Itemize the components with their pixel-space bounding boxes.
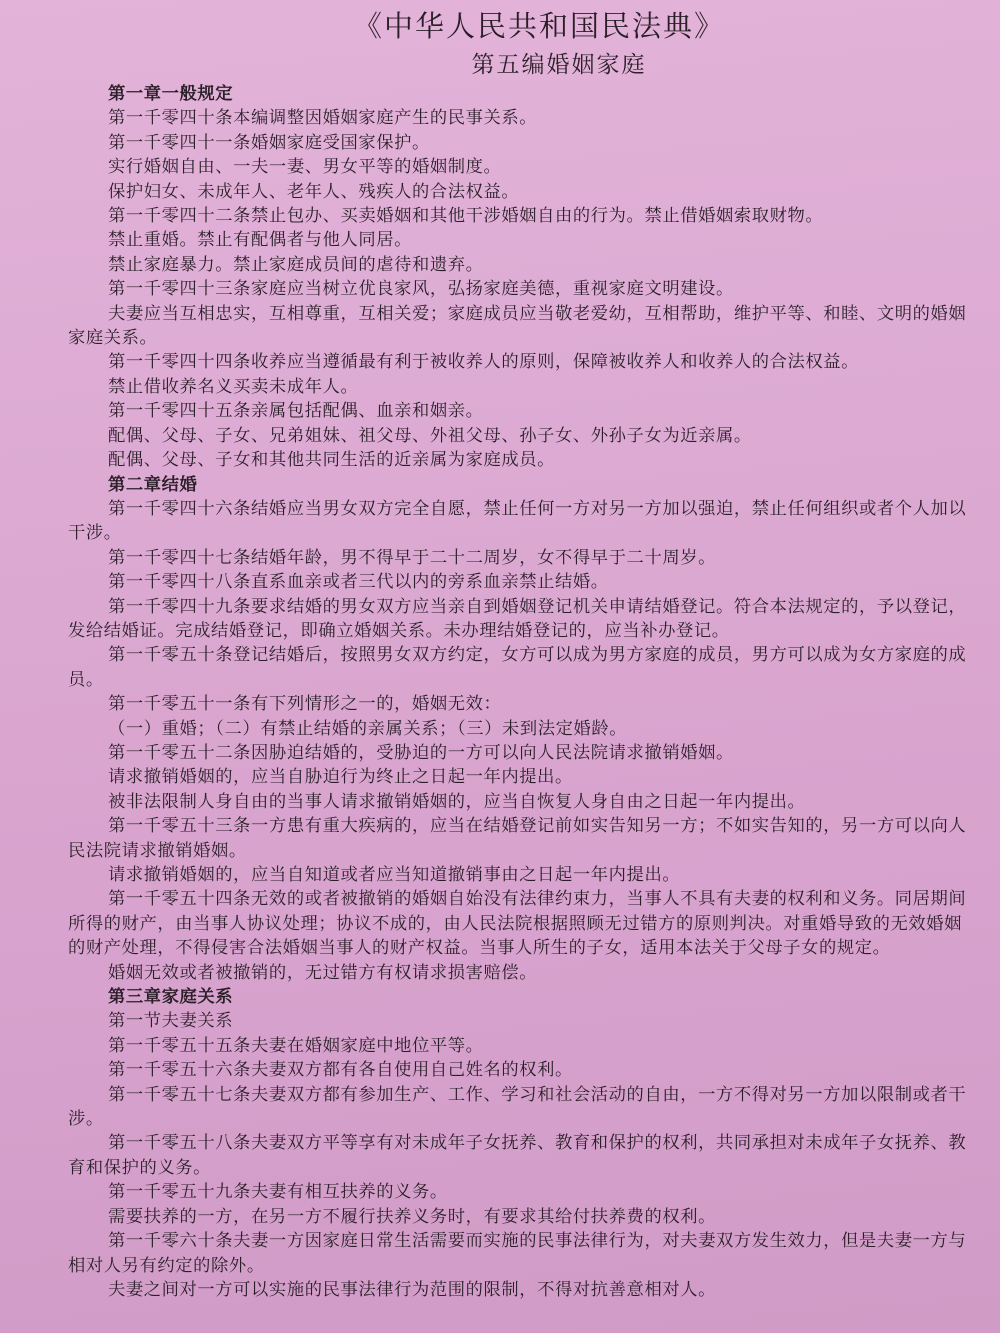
article-line: 第一千零五十五条夫妻在婚姻家庭中地位平等。 [108,1035,484,1056]
article-line: 第一千零五十六条夫妻双方都有各自使用自己姓名的权利。 [108,1060,573,1081]
article-paragraph: 第一千零五十三条一方患有重大疾病的，应当在结婚登记前如实告知另一方；不如实告知的，另一方可以向人民法院请求撤销婚姻。 [68,816,967,861]
article-line: 夫妻之间对一方可以实施的民事法律行为范围的限制，不得对抗善意相对人。 [108,1279,716,1300]
part-title: 第五编婚姻家庭 [471,52,647,78]
article-line: 第一千零五十二条因胁迫结婚的，受胁迫的一方可以向人民法院请求撤销婚姻。 [108,742,734,763]
article-line: 实行婚姻自由、一夫一妻、男女平等的婚姻制度。 [108,157,502,178]
article-line: 禁止借收养名义买卖未成年人。 [108,376,359,397]
article-line: 请求撤销婚姻的，应当自胁迫行为终止之日起一年内提出。 [108,767,573,788]
article-paragraph: 夫妻应当互相忠实，互相尊重，互相关爱；家庭成员应当敬老爱幼，互相帮助，维护平等、和睦、文明的婚姻家庭关系。 [68,303,967,349]
article-line: 保护妇女、未成年人、老年人、残疾人的合法权益。 [108,181,520,202]
article-line: 需要扶养的一方，在另一方不履行扶养义务时，有要求其给付扶养费的权利。 [108,1206,716,1227]
chapter-heading: 第二章结婚 [108,474,198,495]
article-line: 第一千零四十四条收养应当遵循最有利于被收养人的原则，保障被收养人和收养人的合法权益。 [108,352,860,373]
article-line: 第一千零四十三条家庭应当树立优良家风，弘扬家庭美德，重视家庭文明建设。 [108,279,734,300]
article-line: 请求撤销婚姻的，应当自知道或者应当知道撤销事由之日起一年内提出。 [108,865,681,885]
chapter-heading: 第一章一般规定 [108,84,234,104]
article-paragraph: 第一千零四十九条要求结婚的男女双方应当亲自到婚姻登记机关申请结婚登记。符合本法规定的，予以登记，发给结婚证。完成结婚登记，即确立婚姻关系。未办理结婚登记的，应当补办登记。 [68,596,967,641]
article-line: 第一千零五十九条夫妻有相互扶养的义务。 [108,1182,448,1203]
article-paragraph: 第一千零五十七条夫妻双方都有参加生产、工作、学习和社会活动的自由，一方不得对另一方加以限制或者干涉。 [68,1084,967,1130]
article-paragraph: 第一千零五十八条夫妻双方平等享有对未成年子女抚养、教育和保护的权利，共同承担对未成年子女抚养、教育和保护的义务。 [68,1133,967,1178]
article-line: 第一千零四十五条亲属包括配偶、血亲和姻亲。 [108,401,484,422]
article-paragraph: 第一千零五十条登记结婚后，按照男女双方约定，女方可以成为男方家庭的成员，男方可以成为女方家庭的成员。 [68,645,967,690]
article-paragraph: 第一千零五十四条无效的或者被撤销的婚姻自始没有法律约束力，当事人不具有夫妻的权利和义务。同居期间所得的财产，由当事人协议处理；协议不成的，由人民法院根据照顾无过错方的原则判决。对重婚导致的无效婚姻的财产处理，不得侵害合法婚姻当事人的财产权益。当事人所生的子女，适用本法关于父母子女的规定。 [68,889,967,959]
article-line: 第一千零四十二条禁止包办、买卖婚姻和其他干涉婚姻自由的行为。禁止借婚姻索取财物。 [108,206,824,227]
article-line: 第一千零五十一条有下列情形之一的，婚姻无效： [108,694,502,715]
article-line: （一）重婚；（二）有禁止结婚的亲属关系；（三）未到法定婚龄。 [108,718,628,739]
article-paragraph: 第一千零四十六条结婚应当男女双方完全自愿，禁止任何一方对另一方加以强迫，禁止任何组织或者个人加以干涉。 [68,498,967,544]
document-title: 《中华人民共和国民法典》 [352,9,725,43]
document-body [68,82,970,1302]
article-line: 禁止家庭暴力。禁止家庭成员间的虐待和遗弃。 [108,254,484,275]
article-line: 配偶、父母、子女和其他共同生活的近亲属为家庭成员。 [108,450,556,471]
article-line: 禁止重婚。禁止有配偶者与他人同居。 [108,230,412,251]
article-line: 第一千零四十一条婚姻家庭受国家保护。 [108,132,430,153]
article-line: 第一节夫妻关系 [108,1011,234,1032]
chapter-heading: 第三章家庭关系 [108,987,234,1008]
article-line: 第一千零四十七条结婚年龄，男不得早于二十二周岁，女不得早于二十周岁。 [108,547,716,568]
article-line: 婚姻无效或者被撤销的，无过错方有权请求损害赔偿。 [108,962,538,983]
article-line: 被非法限制人身自由的当事人请求撤销婚姻的，应当自恢复人身自由之日起一年内提出。 [108,791,806,812]
article-line: 第一千零四十八条直系血亲或者三代以内的旁系血亲禁止结婚。 [108,572,609,593]
article-paragraph: 第一千零六十条夫妻一方因家庭日常生活需要而实施的民事法律行为，对夫妻双方发生效力，但是夫妻一方与相对人另有约定的除外。 [68,1231,967,1276]
article-line: 配偶、父母、子女、兄弟姐妹、祖父母、外祖父母、孙子女、外孙子女为近亲属。 [108,425,752,446]
article-line: 第一千零四十条本编调整因婚姻家庭产生的民事关系。 [108,108,538,129]
